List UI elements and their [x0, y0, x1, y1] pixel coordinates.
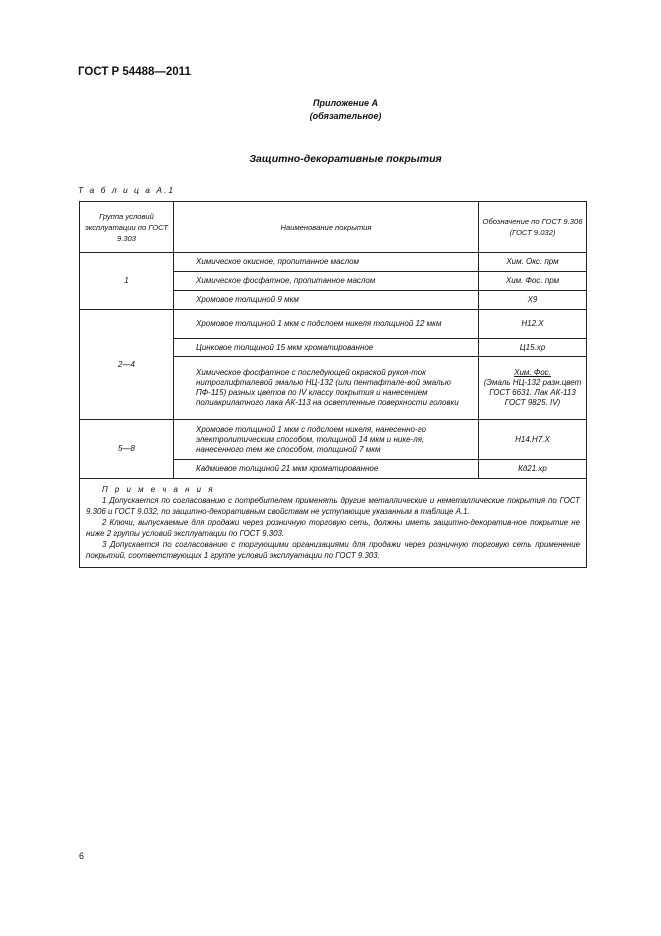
coating-code: Хим. Фос. прм — [479, 272, 587, 291]
coating-name: Химическое окисное, пропитанное маслом — [174, 253, 479, 272]
group-cell: 5—8 — [80, 420, 174, 479]
coating-code — [479, 357, 587, 420]
coating-name: Химическое фосфатное, пропитанное маслом — [174, 272, 479, 291]
coating-name: Цинковое толщиной 15 мкм хроматированное — [174, 339, 479, 357]
coating-code: Х9 — [479, 291, 587, 310]
note-item: 1 Допускается по согласованию с потребителем применять другие металлические и неметаллические покрытия по ГОСТ 9.306 и ГОСТ 9.032, по защитно-декоративным свойствам не уступающие указанным в таблице А.1. — [86, 496, 580, 516]
group-cell: 1 — [80, 253, 174, 310]
table-header-row — [80, 202, 587, 253]
column-header-name: Наименование покрытия — [174, 202, 479, 253]
column-header-code: Обозначение по ГОСТ 9.306 (ГОСТ 9.032) — [479, 202, 587, 253]
section-title: Защитно-декоративные покрытия — [249, 153, 442, 165]
coating-name: Хромовое толщиной 1 мкм с подслоем никеля толщиной 12 мкм — [174, 310, 479, 339]
appendix-heading — [0, 97, 661, 123]
notes-cell — [80, 479, 587, 568]
coating-name: Хромовое толщиной 9 мкм — [174, 291, 479, 310]
notes-row — [80, 479, 587, 568]
page-number: 6 — [79, 851, 85, 861]
coatings-table — [79, 201, 587, 568]
document-code: ГОСТ Р 54488—2011 — [78, 66, 191, 78]
coating-code: Ц15.хр — [479, 339, 587, 357]
table-row — [80, 253, 587, 272]
coating-name: Химическое фосфатное с последующей окраской рукоя-ток нитроглифталевой эмалью НЦ-132 (или пентафтале-вой эмалью ПФ-115) разных цветов по IV классу покрытия и нанесением полиакрилатного лака АК-113 на осветленные поверхности головки — [174, 357, 479, 420]
group-cell: 2—4 — [80, 310, 174, 420]
table-row — [80, 310, 587, 339]
coating-name: Хромовое толщиной 1 мкм с подслоем никеля, нанесенно-го электролитическим способом, толщиной 14 мкм и нике-ля, нанесенного тем же способом, толщиной 7 мкм — [174, 420, 479, 460]
coating-code: Н14.Н7.Х — [479, 420, 587, 460]
note-item: 2 Ключи, выпускаемые для продажи через розничную торговую сеть, должны иметь защитно-декоратив-ное покрытие не ниже 2 группы условий эксплуатации по ГОСТ 9.303. — [86, 518, 580, 538]
note-item: 3 Допускается по согласованию с торгующими организациями для продажи через розничную торговую сеть применение покрытий, соответствующих 1 группе условий эксплуатации по ГОСТ 9.303. — [86, 540, 580, 560]
coating-code: Н12.Х — [479, 310, 587, 339]
coating-code: Кд21.хр — [479, 460, 587, 479]
coating-code: Хим. Окс. прм — [479, 253, 587, 272]
table-label: Т а б л и ц а А.1 — [78, 185, 176, 195]
appendix-title: Приложение А — [313, 98, 378, 108]
coating-name: Кадмиевое толщиной 21 мкм хроматированное — [174, 460, 479, 479]
notes-heading: П р и м е ч а н и я — [102, 485, 215, 494]
column-header-group: Группа условий эксплуатации по ГОСТ 9.303 — [80, 202, 174, 253]
table-row — [80, 420, 587, 460]
coating-code-detail: (Эмаль НЦ-132 разн.цвет ГОСТ 6631. Лак АК-113 ГОСТ 9825. IV) — [483, 378, 582, 407]
appendix-status: (обязательное) — [309, 111, 382, 121]
coating-code-main: Хим. Фос. — [514, 368, 551, 377]
